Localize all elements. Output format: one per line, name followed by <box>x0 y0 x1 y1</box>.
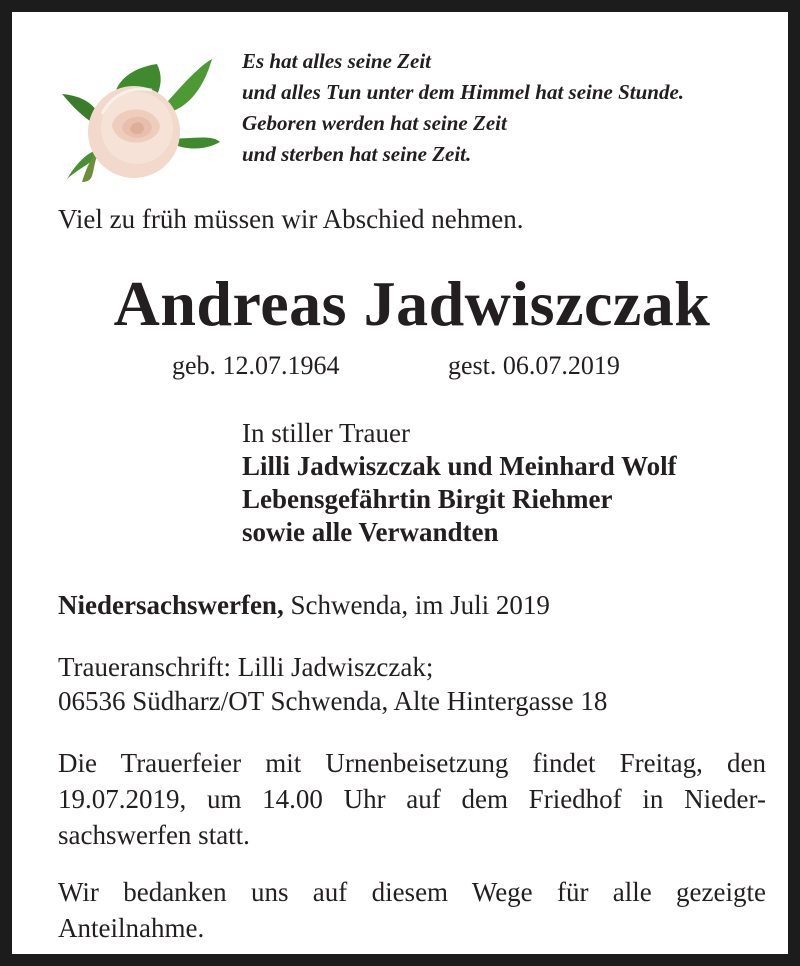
intro-text: Viel zu früh müssen wir Abschied nehmen. <box>58 204 524 234</box>
mourners-heading: In stiller Trauer <box>242 418 410 448</box>
mourning-address <box>58 650 607 718</box>
mourner-line: Lilli Jadwiszczak und Meinhard Wolf <box>242 451 677 481</box>
poem <box>242 46 684 170</box>
death-date: gest. 06.07.2019 <box>448 351 620 380</box>
place-rest: Schwenda, im Juli 2019 <box>283 590 550 620</box>
rose-icon <box>62 54 222 182</box>
deceased-name: Andreas Jadwiszczak <box>113 268 711 339</box>
address-line: 06536 Südharz/OT Schwenda, Alte Hintergasse 18 <box>58 686 608 716</box>
poem-line: Es hat alles seine Zeit <box>242 49 431 73</box>
poem-line: und sterben hat seine Zeit. <box>242 142 472 166</box>
mourner-line: Lebensgefährtin Birgit Riehmer <box>242 484 613 514</box>
life-dates <box>172 351 620 381</box>
ceremony-text: Die Trauerfeier mit Urnenbeisetzung findet Freitag, den 19.07.2019, um 14.00 Uhr auf dem Friedhof in Nieder-sachswerfen statt. <box>58 748 766 850</box>
poem-line: Geboren werden hat seine Zeit <box>242 111 507 135</box>
place-date <box>58 590 550 621</box>
poem-line: und alles Tun unter dem Himmel hat seine Stunde. <box>242 80 685 104</box>
address-line: Traueranschrift: Lilli Jadwiszczak; <box>58 652 434 682</box>
mourner-line: sowie alle Verwandten <box>242 517 499 547</box>
thanks-text: Wir bedanken uns auf diesem Wege für alle gezeigte Anteilnahme. <box>58 877 766 943</box>
mourners-block <box>242 417 677 549</box>
birth-date: geb. 12.07.1964 <box>172 351 340 380</box>
place-town: Niedersachswerfen, <box>58 590 284 620</box>
